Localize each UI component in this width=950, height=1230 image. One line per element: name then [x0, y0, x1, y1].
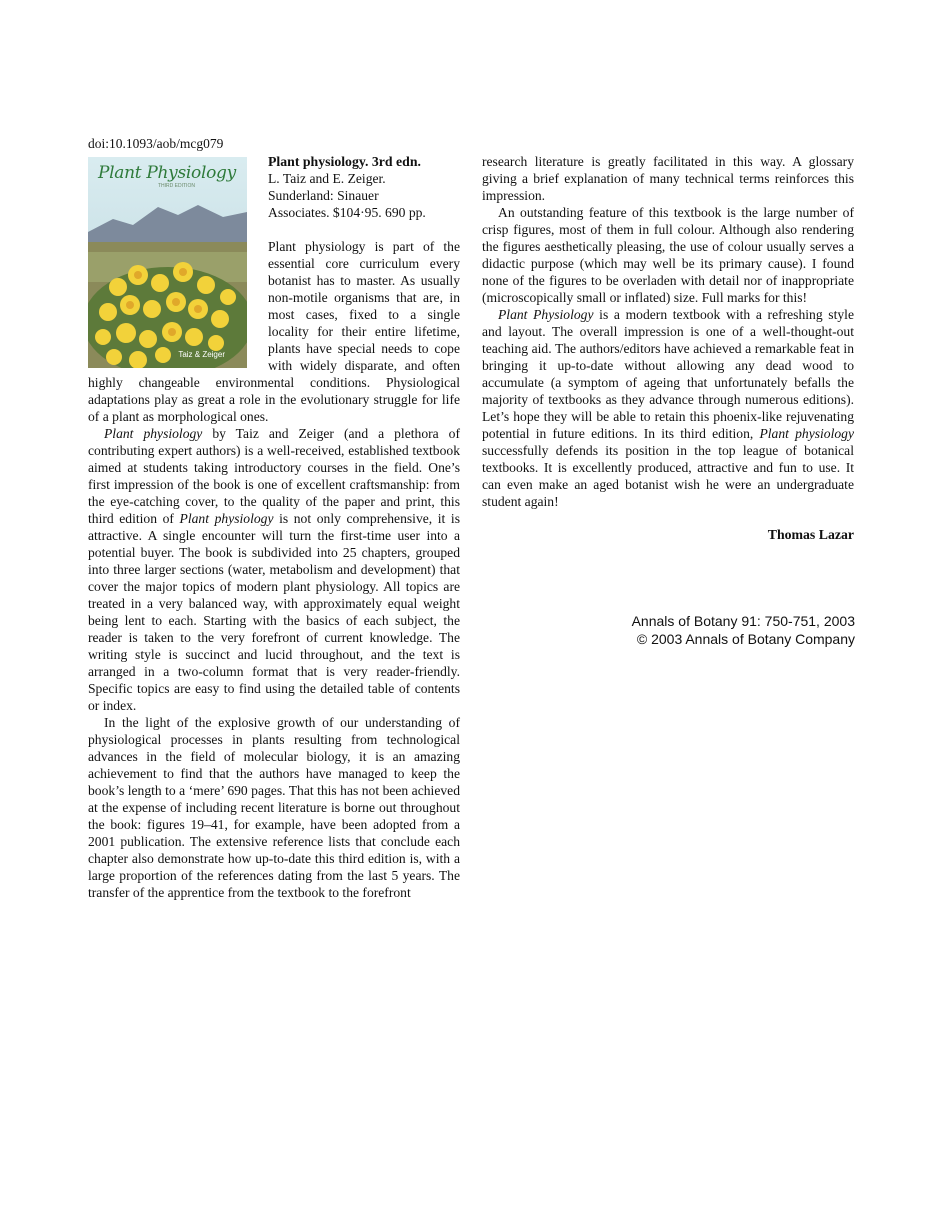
book-title-italic: Plant physiology — [179, 511, 274, 526]
cover-float-spacer — [88, 153, 268, 369]
journal-citation: Annals of Botany 91: 750-751, 2003 — [631, 613, 855, 629]
paragraph-literature: In the light of the explosive growth of our understanding of physiological processes in plants resulting from technological advances in the field of molecular biology, it is an amazing achievement to find that the authors have managed to keep the book’s length to a ‘mere’ 690 pages. That this has not been achieved at the expense of including recent literature is borne out throughout the book: figures 19–41, for example, have been adopted from a 2001 publication. The extensive reference lists that conclude each chapter also demonstrate how up-to-date this third edition is, with a large proportion of the references dating from the last 5 years. The transfer of the apprentice from the textbook to the forefront — [88, 715, 460, 900]
copyright-line: © 2003 Annals of Botany Company — [636, 631, 855, 647]
paragraph-glossary: research literature is greatly facilitated in this way. A glossary giving a brief explanation of many technical terms reinforces this impression. — [482, 154, 854, 203]
paragraph-impression: Plant physiology by Taiz and Zeiger (and a plethora of contributing expert authors) is a well-received, established textbook aimed at students taking introductory courses in the field. One’s first impression of the book is one of excellent craftsmanship: from the eye-catching cover, to the quality of the paper and print, this third edition of Plant physiology is not only comprehensive, it is attractive. A single encounter will turn the first-time user into a potential buyer. The book is subdivided into 25 chapters, grouped into three larger sections (water, metabolism and development) that cover the major topics of modern plant physiology. All topics are treated in a very balanced way, with approximately equal weight being lent to each. Starting with the basics of each subject, the reader is taken to the very forefront of current knowledge. The writing style is succinct and lucid throughout, and the text is arranged in a two-column format that is very reader-friendly. Specific topics are easy to find using the detailed table of contents or index. — [88, 426, 460, 713]
book-title-italic: Plant Physiology — [498, 307, 594, 322]
review-authors: L. Taiz and E. Zeiger. — [268, 171, 386, 186]
review-publisher-line-2: Associates. $104·95. 690 pp. — [268, 205, 426, 220]
review-title: Plant physiology. 3rd edn. — [268, 154, 421, 169]
column-left — [88, 153, 460, 901]
book-title-italic: Plant physiology — [104, 426, 203, 441]
review-author: Thomas Lazar — [767, 527, 854, 542]
review-publisher-line-1: Sunderland: Sinauer — [268, 188, 379, 203]
doi-label: doi:10.1093/aob/mcg079 — [88, 136, 224, 151]
column-right — [482, 153, 854, 543]
cover-subtitle: THIRD EDITION — [158, 183, 195, 189]
cover-authors: Taiz & Zeiger — [178, 350, 225, 359]
book-title-italic: Plant physiology — [759, 426, 854, 441]
journal-footer — [560, 612, 855, 648]
paragraph-intro: Plant physiology is part of the essential core curriculum every botanist has to master. As usually non-motile organisms that are, in most cases, fixed to a single locality for their entire lifetime, plants have special needs to cope with widely disparate, and often highly changeable environmental conditions. Physiological adaptations play as great a role in the evolutionary struggle for life of a plant as morphological ones. — [88, 239, 460, 424]
cover-title: Plant Physiology — [98, 163, 236, 183]
paragraph-figures: An outstanding feature of this textbook is the large number of crisp figures, most of them in full colour. Although also rendering the figures aesthetically pleasing, the use of colour usually serves a didactic purpose (which may well be its primary cause). I found none of the figures to be overladen with detail nor of inappropriate (microscopically small or inflated) size. Full marks for this! — [482, 205, 854, 305]
paragraph-conclusion: Plant Physiology is a modern textbook with a refreshing style and layout. The overall impression is one of a well-thought-out teaching aid. The authors/editors have achieved a remarkable feat in bringing it up-to-date without allowing any dead wood to accumulate (a symptom of ageing that unfortunately befalls the majority of textbooks as they advance through numerous editions). Let’s hope they will be able to retain this phoenix-like rejuvenating potential in future editions. In its third edition, Plant physiology successfully defends its position in the top league of botanical textbooks. It is excellently produced, attractive and fun to use. It can even make an aged botanist wish he were an undergraduate student again! — [482, 307, 854, 509]
